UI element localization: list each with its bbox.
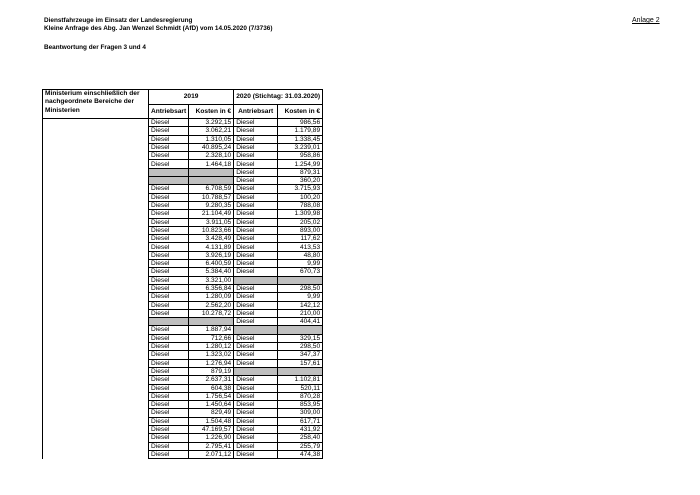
kosten-2019-cell: 604,38 bbox=[189, 384, 234, 392]
antrieb-2020-cell: Diesel bbox=[234, 143, 278, 151]
antrieb-2020-cell: Diesel bbox=[234, 218, 278, 226]
kosten-2019-cell: 10.823,66 bbox=[189, 226, 234, 234]
table-row bbox=[43, 392, 323, 400]
table-row bbox=[43, 434, 323, 442]
table-row bbox=[43, 425, 323, 433]
antrieb-2019-cell: Diesel bbox=[149, 301, 189, 309]
antrieb-2020-header: Antriebsart bbox=[234, 104, 278, 118]
kosten-2019-cell: 40.895,24 bbox=[189, 143, 234, 151]
ministry-cell bbox=[43, 235, 149, 243]
table-row bbox=[43, 334, 323, 342]
ministry-cell bbox=[43, 268, 149, 276]
kosten-2020-cell: 117,62 bbox=[278, 235, 323, 243]
ministry-cell bbox=[43, 119, 149, 127]
table-row bbox=[43, 243, 323, 251]
antrieb-2019-cell: Diesel bbox=[149, 442, 189, 450]
antrieb-2019-header: Antriebsart bbox=[149, 104, 189, 118]
ministry-cell bbox=[43, 401, 149, 409]
ministry-cell bbox=[43, 226, 149, 234]
antrieb-2019-cell: Diesel bbox=[149, 268, 189, 276]
kosten-2020-cell: 360,20 bbox=[278, 177, 323, 185]
ministry-cell bbox=[43, 160, 149, 168]
ministry-cell bbox=[43, 376, 149, 384]
ministry-cell bbox=[43, 293, 149, 301]
table-row bbox=[43, 193, 323, 201]
kosten-2019-header: Kosten in € bbox=[189, 104, 234, 118]
table-row bbox=[43, 359, 323, 367]
antrieb-2019-cell: Diesel bbox=[149, 235, 189, 243]
ministry-cell bbox=[43, 384, 149, 392]
antrieb-2020-cell: Diesel bbox=[234, 384, 278, 392]
table-row bbox=[43, 284, 323, 292]
table-row bbox=[43, 417, 323, 425]
kosten-2019-cell: 1.504,48 bbox=[189, 417, 234, 425]
antrieb-2020-cell: Diesel bbox=[234, 260, 278, 268]
antrieb-2020-cell: Diesel bbox=[234, 193, 278, 201]
antrieb-2019-cell: Diesel bbox=[149, 226, 189, 234]
antrieb-2020-cell: Diesel bbox=[234, 401, 278, 409]
kosten-2020-cell bbox=[278, 276, 323, 284]
antrieb-2019-cell bbox=[149, 177, 189, 185]
antrieb-2019-cell bbox=[149, 168, 189, 176]
table-row bbox=[43, 251, 323, 259]
ministry-cell bbox=[43, 193, 149, 201]
ministry-cell bbox=[43, 243, 149, 251]
antrieb-2019-cell: Diesel bbox=[149, 434, 189, 442]
kosten-2020-cell: 879,31 bbox=[278, 168, 323, 176]
kosten-2020-cell: 258,40 bbox=[278, 434, 323, 442]
table-row bbox=[43, 318, 323, 326]
table-row bbox=[43, 276, 323, 284]
kosten-2019-cell: 1.280,12 bbox=[189, 343, 234, 351]
kosten-2019-cell: 1.323,02 bbox=[189, 351, 234, 359]
ministry-cell bbox=[43, 359, 149, 367]
ministry-cell bbox=[43, 260, 149, 268]
kosten-2019-cell: 1.450,64 bbox=[189, 401, 234, 409]
table-body bbox=[43, 119, 323, 459]
kosten-2020-cell bbox=[278, 326, 323, 334]
year-2019-header: 2019 bbox=[149, 90, 234, 105]
antrieb-2020-cell: Diesel bbox=[234, 185, 278, 193]
ministry-cell bbox=[43, 201, 149, 209]
antrieb-2020-cell: Diesel bbox=[234, 301, 278, 309]
kosten-2020-cell: 298,50 bbox=[278, 284, 323, 292]
table-row bbox=[43, 210, 323, 218]
kosten-2020-cell: 309,00 bbox=[278, 409, 323, 417]
antrieb-2019-cell: Diesel bbox=[149, 450, 189, 458]
ministry-cell bbox=[43, 218, 149, 226]
ministry-cell bbox=[43, 450, 149, 458]
table-row bbox=[43, 177, 323, 185]
document-title: Dienstfahrzeuge im Einsatz der Landesregierung bbox=[44, 17, 193, 24]
kosten-2020-cell: 1.254,99 bbox=[278, 160, 323, 168]
table-row bbox=[43, 226, 323, 234]
table-row bbox=[43, 351, 323, 359]
table-row bbox=[43, 143, 323, 151]
document-subtitle: Kleine Anfrage des Abg. Jan Wenzel Schmidt (AfD) vom 14.05.2020 (7/3736) bbox=[44, 25, 273, 32]
kosten-2020-cell: 1.338,45 bbox=[278, 135, 323, 143]
antrieb-2020-cell: Diesel bbox=[234, 343, 278, 351]
antrieb-2019-cell: Diesel bbox=[149, 392, 189, 400]
kosten-2020-cell: 329,15 bbox=[278, 334, 323, 342]
antrieb-2020-cell: Diesel bbox=[234, 177, 278, 185]
antrieb-2019-cell: Diesel bbox=[149, 425, 189, 433]
antrieb-2019-cell: Diesel bbox=[149, 119, 189, 127]
kosten-2020-cell: 431,92 bbox=[278, 425, 323, 433]
header-row-years bbox=[43, 90, 323, 105]
ministry-cell bbox=[43, 425, 149, 433]
ministry-cell bbox=[43, 210, 149, 218]
ministry-cell bbox=[43, 152, 149, 160]
ministry-cell bbox=[43, 318, 149, 326]
kosten-2020-cell: 142,12 bbox=[278, 301, 323, 309]
table-row bbox=[43, 343, 323, 351]
kosten-2020-cell: 788,08 bbox=[278, 201, 323, 209]
antrieb-2019-cell: Diesel bbox=[149, 334, 189, 342]
kosten-2019-cell: 829,49 bbox=[189, 409, 234, 417]
table-row bbox=[43, 442, 323, 450]
kosten-2020-cell: 474,38 bbox=[278, 450, 323, 458]
costs-table bbox=[42, 89, 323, 459]
table-row bbox=[43, 152, 323, 160]
kosten-2019-cell: 2.795,41 bbox=[189, 442, 234, 450]
antrieb-2020-cell: Diesel bbox=[234, 168, 278, 176]
antrieb-2020-cell: Diesel bbox=[234, 392, 278, 400]
antrieb-2019-cell: Diesel bbox=[149, 359, 189, 367]
ministry-cell bbox=[43, 135, 149, 143]
kosten-2020-cell: 958,86 bbox=[278, 152, 323, 160]
kosten-2020-cell: 100,20 bbox=[278, 193, 323, 201]
kosten-2019-cell: 1.276,94 bbox=[189, 359, 234, 367]
kosten-2020-cell: 3.715,93 bbox=[278, 185, 323, 193]
ministry-cell bbox=[43, 434, 149, 442]
antrieb-2019-cell: Diesel bbox=[149, 135, 189, 143]
antrieb-2019-cell: Diesel bbox=[149, 343, 189, 351]
kosten-2020-cell: 3.239,01 bbox=[278, 143, 323, 151]
ministry-cell bbox=[43, 276, 149, 284]
kosten-2019-cell: 6.400,59 bbox=[189, 260, 234, 268]
antrieb-2020-cell: Diesel bbox=[234, 409, 278, 417]
kosten-2020-cell: 255,79 bbox=[278, 442, 323, 450]
table-row bbox=[43, 201, 323, 209]
kosten-2020-cell: 670,73 bbox=[278, 268, 323, 276]
antrieb-2020-cell: Diesel bbox=[234, 243, 278, 251]
kosten-2020-cell: 48,80 bbox=[278, 251, 323, 259]
ministry-cell bbox=[43, 251, 149, 259]
kosten-2019-cell: 1.226,90 bbox=[189, 434, 234, 442]
antrieb-2020-cell: Diesel bbox=[234, 309, 278, 317]
kosten-2019-cell: 3.292,15 bbox=[189, 119, 234, 127]
ministry-cell bbox=[43, 409, 149, 417]
antrieb-2019-cell: Diesel bbox=[149, 326, 189, 334]
table-row bbox=[43, 293, 323, 301]
table-row bbox=[43, 326, 323, 334]
antrieb-2019-cell: Diesel bbox=[149, 284, 189, 292]
antrieb-2019-cell: Diesel bbox=[149, 384, 189, 392]
kosten-2020-cell: 157,61 bbox=[278, 359, 323, 367]
table-row bbox=[43, 367, 323, 375]
antrieb-2020-cell: Diesel bbox=[234, 210, 278, 218]
kosten-2020-cell: 347,37 bbox=[278, 351, 323, 359]
kosten-2019-cell: 3.911,05 bbox=[189, 218, 234, 226]
kosten-2019-cell bbox=[189, 318, 234, 326]
antrieb-2020-cell: Diesel bbox=[234, 251, 278, 259]
ministry-cell bbox=[43, 168, 149, 176]
kosten-2019-cell: 1.280,09 bbox=[189, 293, 234, 301]
kosten-2020-cell: 413,53 bbox=[278, 243, 323, 251]
table-row bbox=[43, 301, 323, 309]
ministry-cell bbox=[43, 326, 149, 334]
table-row bbox=[43, 401, 323, 409]
antrieb-2019-cell bbox=[149, 318, 189, 326]
antrieb-2019-cell: Diesel bbox=[149, 193, 189, 201]
antrieb-2020-cell: Diesel bbox=[234, 284, 278, 292]
kosten-2019-cell: 6.708,59 bbox=[189, 185, 234, 193]
kosten-2019-cell: 3.926,19 bbox=[189, 251, 234, 259]
kosten-2019-cell: 2.562,20 bbox=[189, 301, 234, 309]
antrieb-2020-cell: Diesel bbox=[234, 442, 278, 450]
antrieb-2019-cell: Diesel bbox=[149, 160, 189, 168]
antrieb-2020-cell: Diesel bbox=[234, 376, 278, 384]
kosten-2020-cell: 1.309,98 bbox=[278, 210, 323, 218]
ministry-cell bbox=[43, 127, 149, 135]
kosten-2020-cell: 520,11 bbox=[278, 384, 323, 392]
table-row bbox=[43, 376, 323, 384]
table-row bbox=[43, 384, 323, 392]
antrieb-2019-cell: Diesel bbox=[149, 201, 189, 209]
antrieb-2020-cell bbox=[234, 326, 278, 334]
kosten-2020-cell: 404,41 bbox=[278, 318, 323, 326]
year-2020-header: 2020 (Stichtag: 31.03.2020) bbox=[234, 90, 323, 105]
kosten-2019-cell: 3.321,00 bbox=[189, 276, 234, 284]
ministry-cell bbox=[43, 417, 149, 425]
table-row bbox=[43, 119, 323, 127]
antrieb-2020-cell bbox=[234, 276, 278, 284]
antrieb-2020-cell: Diesel bbox=[234, 127, 278, 135]
ministry-cell bbox=[43, 343, 149, 351]
antrieb-2020-cell: Diesel bbox=[234, 359, 278, 367]
ministry-cell bbox=[43, 334, 149, 342]
antrieb-2020-cell: Diesel bbox=[234, 450, 278, 458]
kosten-2019-cell: 2.328,10 bbox=[189, 152, 234, 160]
antrieb-2019-cell: Diesel bbox=[149, 376, 189, 384]
antrieb-2020-cell: Diesel bbox=[234, 235, 278, 243]
antrieb-2019-cell: Diesel bbox=[149, 143, 189, 151]
kosten-2019-cell: 1.756,54 bbox=[189, 392, 234, 400]
kosten-2019-cell: 47.169,57 bbox=[189, 425, 234, 433]
kosten-2019-cell: 1.310,05 bbox=[189, 135, 234, 143]
antrieb-2020-cell: Diesel bbox=[234, 268, 278, 276]
antrieb-2019-cell: Diesel bbox=[149, 152, 189, 160]
kosten-2019-cell bbox=[189, 177, 234, 185]
antrieb-2019-cell: Diesel bbox=[149, 260, 189, 268]
antrieb-2020-cell: Diesel bbox=[234, 293, 278, 301]
antrieb-2020-cell: Diesel bbox=[234, 351, 278, 359]
ministry-cell bbox=[43, 392, 149, 400]
kosten-2019-cell: 3.062,21 bbox=[189, 127, 234, 135]
antrieb-2020-cell: Diesel bbox=[234, 135, 278, 143]
kosten-2019-cell: 10.788,57 bbox=[189, 193, 234, 201]
kosten-2020-cell: 986,56 bbox=[278, 119, 323, 127]
antrieb-2020-cell: Diesel bbox=[234, 226, 278, 234]
ministry-cell bbox=[43, 351, 149, 359]
antrieb-2019-cell: Diesel bbox=[149, 293, 189, 301]
kosten-2019-cell bbox=[189, 168, 234, 176]
kosten-2020-cell: 893,00 bbox=[278, 226, 323, 234]
kosten-2020-cell: 1.179,89 bbox=[278, 127, 323, 135]
kosten-2020-cell: 870,28 bbox=[278, 392, 323, 400]
antrieb-2020-cell: Diesel bbox=[234, 425, 278, 433]
antrieb-2019-cell: Diesel bbox=[149, 251, 189, 259]
antrieb-2019-cell: Diesel bbox=[149, 409, 189, 417]
kosten-2020-cell: 298,50 bbox=[278, 343, 323, 351]
antrieb-2020-cell: Diesel bbox=[234, 152, 278, 160]
ministry-cell bbox=[43, 185, 149, 193]
kosten-2020-cell: 205,02 bbox=[278, 218, 323, 226]
kosten-2019-cell: 712,66 bbox=[189, 334, 234, 342]
antrieb-2019-cell: Diesel bbox=[149, 351, 189, 359]
antrieb-2020-cell: Diesel bbox=[234, 334, 278, 342]
kosten-2020-cell: 210,00 bbox=[278, 309, 323, 317]
antrieb-2019-cell: Diesel bbox=[149, 185, 189, 193]
table-row bbox=[43, 309, 323, 317]
table-row bbox=[43, 268, 323, 276]
antrieb-2020-cell: Diesel bbox=[234, 160, 278, 168]
antrieb-2019-cell: Diesel bbox=[149, 210, 189, 218]
kosten-2019-cell: 4.131,89 bbox=[189, 243, 234, 251]
ministry-cell bbox=[43, 309, 149, 317]
kosten-2019-cell: 879,19 bbox=[189, 367, 234, 375]
ministry-header: Ministerium einschließlich der nachgeordnete Bereiche der Ministerien bbox=[43, 90, 149, 119]
ministry-cell bbox=[43, 177, 149, 185]
table-row bbox=[43, 235, 323, 243]
antrieb-2020-cell: Diesel bbox=[234, 119, 278, 127]
section-heading: Beantwortung der Fragen 3 und 4 bbox=[44, 44, 146, 51]
table-row bbox=[43, 218, 323, 226]
kosten-2019-cell: 2.637,31 bbox=[189, 376, 234, 384]
table-row bbox=[43, 260, 323, 268]
table-row bbox=[43, 409, 323, 417]
ministry-cell bbox=[43, 442, 149, 450]
table-row bbox=[43, 450, 323, 458]
antrieb-2019-cell: Diesel bbox=[149, 367, 189, 375]
kosten-2019-cell: 5.384,40 bbox=[189, 268, 234, 276]
table-row bbox=[43, 160, 323, 168]
table-row bbox=[43, 168, 323, 176]
ministry-cell bbox=[43, 301, 149, 309]
kosten-2020-header: Kosten in € bbox=[278, 104, 323, 118]
kosten-2020-cell: 9,99 bbox=[278, 293, 323, 301]
kosten-2019-cell: 10.278,72 bbox=[189, 309, 234, 317]
kosten-2019-cell: 1.887,94 bbox=[189, 326, 234, 334]
antrieb-2019-cell: Diesel bbox=[149, 401, 189, 409]
kosten-2019-cell: 3.428,49 bbox=[189, 235, 234, 243]
antrieb-2020-cell: Diesel bbox=[234, 417, 278, 425]
anlage-label: Anlage 2 bbox=[632, 17, 660, 24]
kosten-2020-cell: 617,71 bbox=[278, 417, 323, 425]
antrieb-2020-cell: Diesel bbox=[234, 201, 278, 209]
table-row bbox=[43, 127, 323, 135]
kosten-2019-cell: 1.464,18 bbox=[189, 160, 234, 168]
ministry-cell bbox=[43, 284, 149, 292]
kosten-2020-cell: 853,95 bbox=[278, 401, 323, 409]
ministry-cell bbox=[43, 367, 149, 375]
kosten-2019-cell: 21.104,49 bbox=[189, 210, 234, 218]
kosten-2020-cell bbox=[278, 367, 323, 375]
antrieb-2019-cell: Diesel bbox=[149, 276, 189, 284]
antrieb-2019-cell: Diesel bbox=[149, 417, 189, 425]
antrieb-2020-cell bbox=[234, 367, 278, 375]
table-row bbox=[43, 135, 323, 143]
kosten-2020-cell: 9,99 bbox=[278, 260, 323, 268]
kosten-2019-cell: 9.280,35 bbox=[189, 201, 234, 209]
antrieb-2019-cell: Diesel bbox=[149, 309, 189, 317]
table-row bbox=[43, 185, 323, 193]
ministry-cell bbox=[43, 143, 149, 151]
antrieb-2019-cell: Diesel bbox=[149, 218, 189, 226]
antrieb-2019-cell: Diesel bbox=[149, 127, 189, 135]
kosten-2019-cell: 2.071,12 bbox=[189, 450, 234, 458]
antrieb-2020-cell: Diesel bbox=[234, 318, 278, 326]
antrieb-2019-cell: Diesel bbox=[149, 243, 189, 251]
kosten-2020-cell: 1.102,81 bbox=[278, 376, 323, 384]
antrieb-2020-cell: Diesel bbox=[234, 434, 278, 442]
kosten-2019-cell: 6.356,84 bbox=[189, 284, 234, 292]
